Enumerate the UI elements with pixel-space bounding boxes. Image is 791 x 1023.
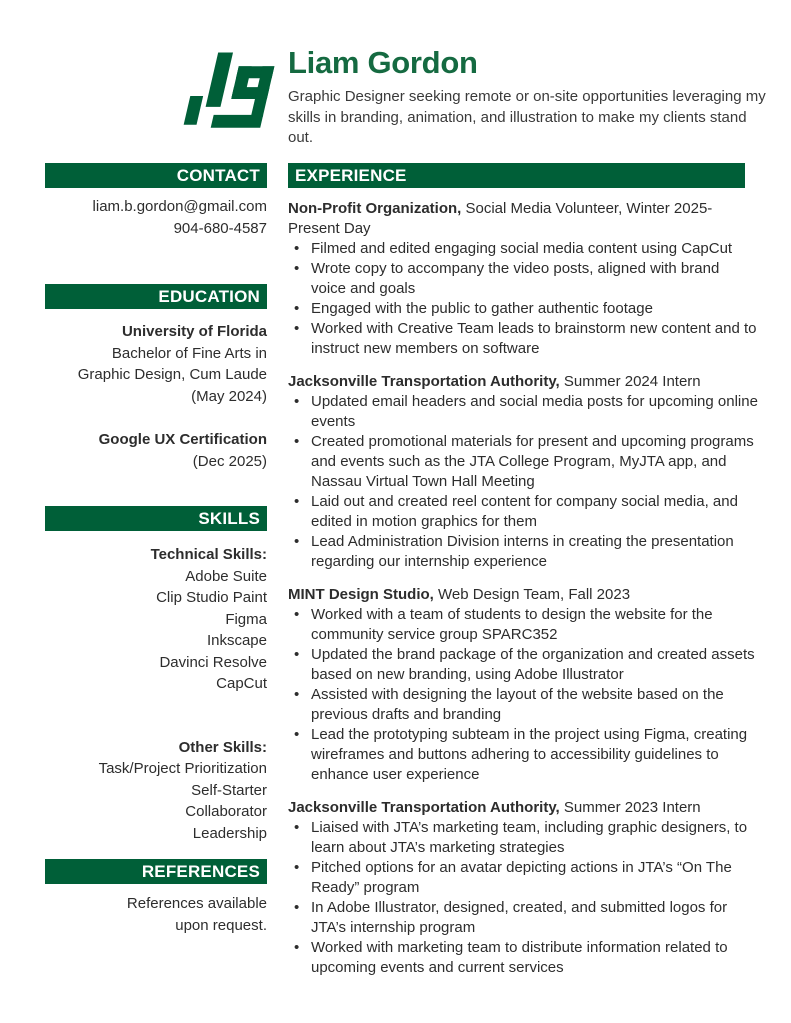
job-entry [288,585,758,785]
person-name: Liam Gordon [288,45,478,80]
skills-group-label: Other Skills: [178,738,267,756]
skill-item: Davinci Resolve [159,653,267,671]
job-title [288,798,758,818]
job-bullet: • Created promotional materials for present and upcoming programs and events such as the JTA College Program, MyJTA app, and Nassau Virtual Town Hall Meeting [288,432,758,492]
job-bullet: • Worked with Creative Team leads to brainstorm new content and to instruct new members on software [288,319,758,359]
references-line: upon request. [175,916,267,934]
job-company: Jacksonville Transportation Authority, [288,799,560,816]
skills-block [45,544,267,844]
job-bullet: • Worked with a team of students to design the website for the community service group SPARC352 [288,605,758,645]
job-entry [288,199,758,359]
job-bullet: • Wrote copy to accompany the video posts, aligned with brand voice and goals [288,259,758,299]
job-bullet: • Filmed and edited engaging social media content using CapCut [288,239,758,259]
references-title: REFERENCES [141,862,260,881]
job-company: Jacksonville Transportation Authority, [288,373,560,390]
section-header-education [45,284,267,309]
education-date: (Dec 2025) [192,452,267,470]
job-bullet: • Laid out and created reel content for company social media, and edited in motion graphics for them [288,492,758,532]
job-bullet: • Worked with marketing team to distribute information related to upcoming events and current services [288,938,758,978]
job-bullet: • Updated email headers and social media posts for upcoming online events [288,392,758,432]
education-title: EDUCATION [158,287,260,306]
section-header-skills [45,506,267,531]
experience-title: EXPERIENCE [295,166,407,185]
skill-item: Inkscape [206,632,267,649]
jobs-list [288,199,758,978]
contact-email: liam.b.gordon@gmail.com [92,198,267,215]
contact-title: CONTACT [176,166,260,185]
job-company: Non-Profit Organization, [288,200,462,217]
job-role: Summer 2023 Intern [559,799,701,816]
job-role: Social Media Volunteer, Winter 2025-Present Day [288,200,713,237]
job-title [288,585,758,605]
skill-item: CapCut [216,675,267,692]
job-bullet: • Engaged with the public to gather authentic footage [288,299,758,319]
job-entry [288,798,758,978]
job-bullet: • Lead the prototyping subteam in the project using Figma, creating wireframes and buttons adhering to accessibility guidelines to enhance user experience [288,725,758,785]
section-header-contact [45,163,267,188]
skills-title: SKILLS [198,509,260,528]
lg-monogram-icon [172,44,276,152]
job-role: Summer 2024 Intern [559,373,701,390]
skill-item: Task/Project Prioritization [98,760,267,777]
education-entry [45,429,267,472]
education-entry [45,321,267,407]
skills-group [45,737,267,845]
job-entry [288,372,758,572]
job-company: MINT Design Studio, [288,586,434,603]
contact-phone: 904-680-4587 [173,219,267,237]
education-block [45,321,267,472]
skill-item: Collaborator [185,803,267,820]
skills-group-label: Technical Skills: [150,546,267,563]
education-detail-line: Bachelor of Fine Arts in [111,344,267,362]
job-title [288,199,758,239]
education-date: (May 2024) [191,387,267,405]
education-detail-line: Graphic Design, Cum Laude [77,366,267,383]
skill-item: Self-Starter [191,781,267,799]
skill-item: Adobe Suite [185,567,267,585]
job-bullet: • Updated the brand package of the organization and created assets based on new branding, using Adobe Illustrator [288,645,758,685]
education-school: Google UX Certification [98,431,267,448]
skill-item: Clip Studio Paint [156,589,267,606]
job-role: Web Design Team, Fall 2023 [433,586,631,603]
experience-section [288,163,758,978]
job-bullet: • In Adobe Illustrator, designed, created, and submitted logos for JTA’s internship program [288,898,758,938]
references-block [45,893,267,936]
skill-item: Leadership [192,824,267,842]
header [288,46,766,149]
references-line: References available [126,895,267,912]
skill-item: Figma [225,610,267,628]
job-title [288,372,758,392]
section-header-experience [288,163,745,188]
job-bullet: • Assisted with designing the layout of the website based on the previous drafts and branding [288,685,758,725]
sidebar [45,163,267,936]
job-bullet: • Liaised with JTA’s marketing team, including graphic designers, to learn about JTA’s marketing strategies [288,818,758,858]
skills-group [45,544,267,695]
tagline: Graphic Designer seeking remote or on-site opportunities leveraging my skills in branding, animation, and illustration to make my clients stand out. [288,88,766,146]
contact-block [45,196,267,239]
lg-monogram-logo [172,44,276,157]
job-bullet: • Lead Administration Division interns in creating the presentation regarding our internship experience [288,532,758,572]
education-school: University of Florida [121,323,267,340]
job-bullet: • Pitched options for an avatar depicting actions in JTA’s “On The Ready” program [288,858,758,898]
section-header-references [45,859,267,884]
